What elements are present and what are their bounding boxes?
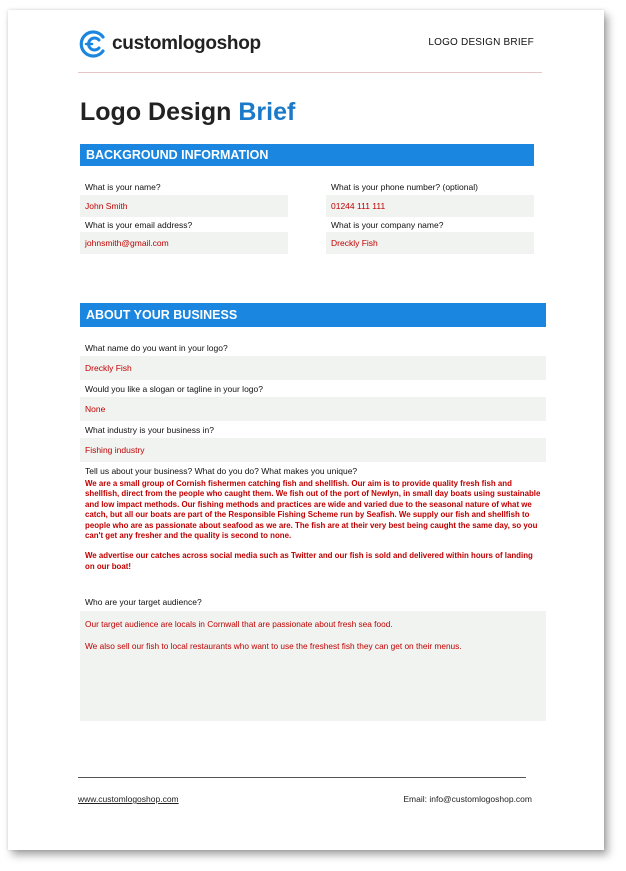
header-divider xyxy=(78,72,542,73)
company-question: What is your company name? xyxy=(331,220,444,230)
customlogoshop-logo-icon xyxy=(78,28,110,60)
footer-divider xyxy=(78,777,526,778)
phone-field[interactable]: 01244 111 111 xyxy=(326,195,534,217)
brand-name: customlogoshop xyxy=(112,33,261,54)
about-question: Tell us about your business? What do you do? What makes you unique? xyxy=(85,466,358,476)
title-accent: Brief xyxy=(238,98,296,126)
company-field[interactable]: Dreckly Fish xyxy=(326,232,534,254)
name-question: What is your name? xyxy=(85,182,161,192)
footer-website-link[interactable]: www.customlogoshop.com xyxy=(78,794,179,804)
phone-question: What is your phone number? (optional) xyxy=(331,182,478,192)
footer-email: Email: info@customlogoshop.com xyxy=(403,794,532,804)
about-paragraph-1: We are a small group of Cornish fishermen catching fish and shellfish. Our aim is to provide quality fresh fish and shellfish, direct from the people who caught them. We fish out of the port of Newlyn, in small day boats using sustainable and low impact methods. Our fishing methods and practices are wide and varied due to the seasonal nature of what we catch, but all our boats are part of the Responsible Fishing Scheme run by Seafish. We supply our fish and shellfish to people who are as passionate about seafood as we are. The fish are at their very best being caught the same day, so you can't get any fresher and the quality is second to none. xyxy=(85,479,541,541)
page-title xyxy=(80,98,295,127)
document-type-label: LOGO DESIGN BRIEF xyxy=(428,37,534,48)
email-field[interactable]: johnsmith@gmail.com xyxy=(80,232,288,254)
slogan-question: Would you like a slogan or tagline in your logo? xyxy=(85,384,263,394)
audience-question: Who are your target audience? xyxy=(85,597,202,607)
business-section-heading: ABOUT YOUR BUSINESS xyxy=(80,303,546,327)
industry-field[interactable]: Fishing industry xyxy=(80,438,546,462)
logo-name-field[interactable]: Dreckly Fish xyxy=(80,356,546,380)
slogan-field[interactable]: None xyxy=(80,397,546,421)
background-section-heading: BACKGROUND INFORMATION xyxy=(80,144,534,166)
audience-paragraph-2: We also sell our fish to local restaurants who want to use the freshest fish they can get on their menus. xyxy=(85,641,462,651)
document-page xyxy=(8,10,604,850)
email-question: What is your email address? xyxy=(85,220,193,230)
title-main: Logo Design xyxy=(80,98,232,126)
audience-paragraph-1: Our target audience are locals in Cornwall that are passionate about fresh sea food. xyxy=(85,619,393,629)
audience-answer[interactable] xyxy=(80,611,546,721)
brand-logo xyxy=(78,27,261,61)
logo-name-question: What name do you want in your logo? xyxy=(85,343,228,353)
about-paragraph-2: We advertise our catches across social media such as Twitter and our fish is sold and delivered within hours of landing on our boat! xyxy=(85,551,533,571)
name-field[interactable]: John Smith xyxy=(80,195,288,217)
about-answer[interactable] xyxy=(80,479,546,572)
industry-question: What industry is your business in? xyxy=(85,425,214,435)
